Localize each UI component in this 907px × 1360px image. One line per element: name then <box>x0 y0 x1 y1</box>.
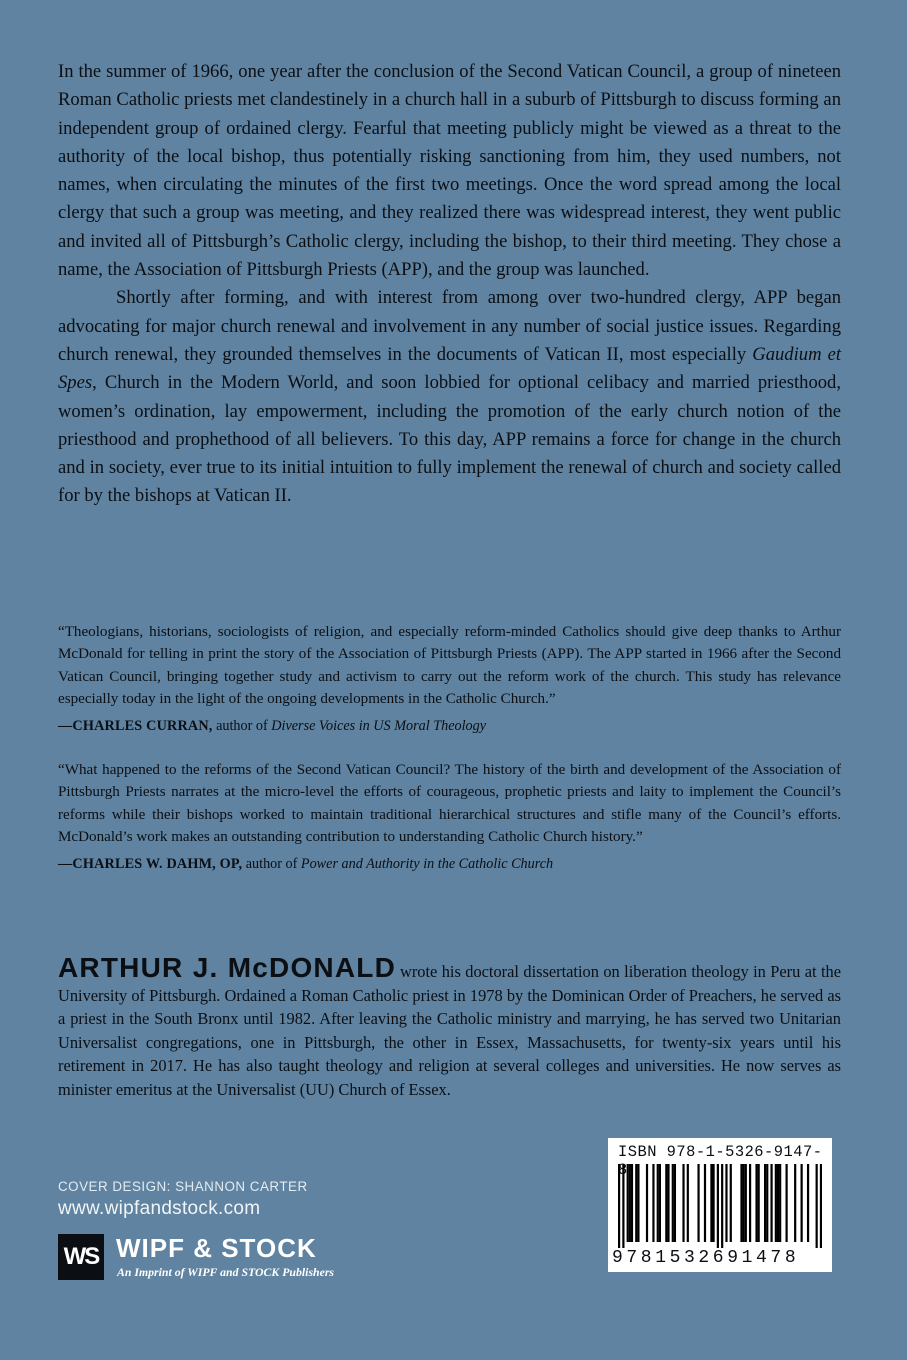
barcode-bar <box>721 1164 723 1248</box>
barcode-bar <box>629 1164 631 1242</box>
barcode-bar <box>687 1164 689 1242</box>
author-bio <box>58 952 841 1101</box>
blurb-paragraph-1: In the summer of 1966, one year after the conclusion of the Second Vatican Council, a group of nineteen Roman Catholic priests met clandestinely in a church hall in a suburb of Pittsburgh to discuss forming an independent group of ordained clergy. Fearful that meeting publicly might be viewed as a threat to the authority of the local bishop, thus potentially risking sanctioning from him, they used numbers, not names, when circulating the minutes of the first two meetings. Once the word spread among the local clergy that such a group was meeting, and they realized there was widespread interest, they went public and invited all of Pittsburgh’s Catholic clergy, including the bishop, to their third meeting. They chose a name, the Association of Pittsburgh Priests (APP), and the group was launched. <box>58 61 841 281</box>
barcode-bar <box>779 1164 781 1242</box>
blurb-paragraph-2-part-1: Shortly after forming, and with interest from among over two-hundred clergy, APP began advocating for major church renewal and involvement in any number of social justice issues. Regarding church renewal, they grounded themselves in the documents of Vatican II, most especially <box>58 287 841 365</box>
barcode-bar <box>725 1164 727 1242</box>
barcode-bar <box>637 1164 639 1242</box>
barcode-bar <box>743 1164 745 1242</box>
barcode-bar <box>631 1164 633 1242</box>
barcode-bar <box>764 1164 766 1242</box>
isbn-label: ISBN 978-1-5326-9147- <box>618 1143 823 1161</box>
barcode-bar <box>807 1164 809 1242</box>
endorser-name: —CHARLES CURRAN, <box>58 718 213 735</box>
endorsements <box>58 621 841 874</box>
publisher-logo <box>58 1234 378 1282</box>
logo-wordmark: WIPF & STOCK <box>116 1233 317 1263</box>
endorser-book: Diverse Voices in US Moral Theology <box>271 718 487 735</box>
endorsement-attribution <box>58 716 841 736</box>
blurb-paragraph-2 <box>58 284 841 510</box>
author-bio-text: wrote his doctoral dissertation on liberation theology in Peru at the University of Pittsburgh. Ordained a Roman Catholic priest in 1978 by the Dominican Order of Preachers, he served as a priest in the South Bronx until 1982. After leaving the Catholic ministry and marrying, he has served two Unitarian Universalist congregations, one in Pittsburgh, the other in Essex, Massachusetts, for twenty-six years until his retirement in 2017. He has also taught theology and religion at several colleges and universities. He now serves as minister emeritus at the Universalist (UU) Church of Essex. <box>58 962 841 1099</box>
author-of-text: author of <box>212 718 272 735</box>
author-name: ARTHUR J. McDONALD <box>58 952 396 983</box>
endorsement-quote: “What happened to the reforms of the Second Vatican Council? The history of the birth and development of the Association of Pittsburgh Priests narrates at the micro-level the efforts of courageous, prophetic priests and laity to implement the Council’s reforms while their bishops worked to maintain traditional hierarchical structures and stifle many of the Council’s efforts. McDonald’s work makes an outstanding contribution to understanding Catholic Church history.” <box>58 762 841 846</box>
back-cover-blurb <box>58 58 841 511</box>
endorser-name: —CHARLES W. DAHM, OP, <box>58 856 243 873</box>
barcode-bar <box>777 1164 779 1242</box>
barcode-bar <box>755 1164 757 1242</box>
isbn-barcode <box>608 1138 832 1272</box>
barcode-bar <box>665 1164 667 1242</box>
endorsement-1 <box>58 621 841 736</box>
barcode-bar <box>646 1164 648 1242</box>
barcode-bar <box>816 1164 818 1248</box>
barcode-bar <box>745 1164 747 1242</box>
barcode-bar <box>712 1164 714 1242</box>
barcode-bars-icon <box>618 1164 822 1248</box>
author-of-text: author of <box>242 856 301 873</box>
blurb-italic-title: Gaudium et Spes <box>58 343 841 394</box>
barcode-bar <box>710 1164 712 1242</box>
barcode-bar <box>697 1164 699 1242</box>
barcode-bar <box>766 1164 768 1242</box>
barcode-bar <box>627 1164 629 1242</box>
barcode-bar <box>635 1164 637 1242</box>
blurb-paragraph-2-part-2: , Church in the Modern World, and soon lobbied for optional celibacy and married priesthood, women’s ordination, lay empowerment, including the promotion of the early church notion of the priesthood and prophethood of all believers. To this day, APP remains a force for change in the church and in society, ever true to its initial intuition to fully implement the renewal of church and society called for by the bishops at Vatican II. <box>58 372 841 507</box>
barcode-bar <box>758 1164 760 1242</box>
barcode-bar <box>622 1164 624 1248</box>
publisher-website: www.wipfandstock.com <box>58 1198 261 1219</box>
barcode-bar <box>801 1164 803 1242</box>
barcode-bar <box>704 1164 706 1242</box>
barcode-bar <box>730 1164 732 1242</box>
barcode-bar <box>652 1164 654 1242</box>
barcode-bar <box>775 1164 777 1242</box>
barcode-bar <box>820 1164 822 1248</box>
endorsement-quote: “Theologians, historians, sociologists of religion, and especially reform-minded Catholics should give deep thanks to Arthur McDonald for telling in print the story of the Association of Pittsburgh Priests (APP). The APP started in 1966 after the Second Vatican Council, bringing together study and activism to carry out the reform work of the church. This study has relevance especially today in the light of the ongoing developments in the Catholic Church.” <box>58 624 841 707</box>
endorsement-2 <box>58 759 841 874</box>
barcode-bar <box>770 1164 772 1242</box>
barcode-bar <box>794 1164 796 1242</box>
cover-design-credit: COVER DESIGN: SHANNON CARTER <box>58 1179 308 1194</box>
logo-tagline: An Imprint of WIPF and STOCK Publishers <box>117 1265 335 1279</box>
barcode-bar <box>618 1164 620 1248</box>
endorser-book: Power and Authority in the Catholic Church <box>300 856 554 873</box>
barcode-bar <box>674 1164 676 1242</box>
barcode-bar <box>717 1164 719 1248</box>
barcode-bar <box>785 1164 787 1242</box>
barcode-bar <box>740 1164 742 1242</box>
logo-mark-icon: WS <box>58 1234 104 1280</box>
barcode-bar <box>659 1164 661 1242</box>
barcode-digits: 9781532691478 <box>612 1248 800 1268</box>
barcode-bar <box>667 1164 669 1242</box>
barcode-bar <box>749 1164 751 1242</box>
endorsement-attribution <box>58 854 841 874</box>
barcode-bar <box>657 1164 659 1242</box>
barcode-bar <box>682 1164 684 1242</box>
barcode-bar <box>672 1164 674 1242</box>
